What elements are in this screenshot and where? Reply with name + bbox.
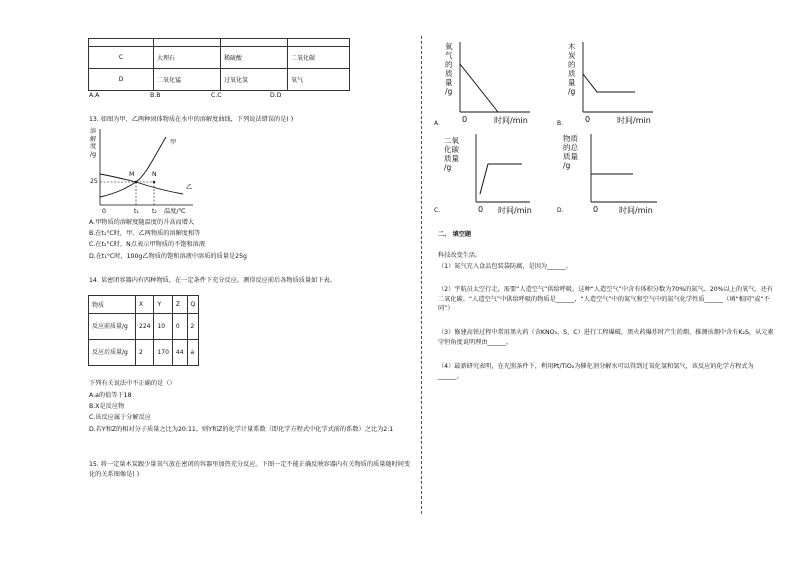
q13-stem: 13. 如图为甲、乙两种固体物质在水中的溶解度曲线，下列说法错误的是( ) [89, 116, 294, 123]
graph-a-xlabel: 时间/min [494, 116, 528, 125]
q14-option-d[interactable]: D.若Y和Z的相对分子质量之比为20:11，则Y和Z的化学计量系数（即化学方程式中化学式前的系数）之比为2:1 [89, 426, 394, 433]
graph-b-xlabel: 时间/min [617, 116, 651, 125]
point-n [153, 181, 155, 183]
q12-choice-d[interactable]: D.D [270, 92, 282, 99]
graph-b-ylabel: 木 炭 的 质 量 /g [568, 42, 576, 96]
section-title: 二、 填空题 [438, 231, 472, 238]
graph-d-xlabel: 时间/min [619, 206, 653, 215]
series-jia-label: 甲 [170, 139, 177, 146]
graph-c-xlabel: 时间/min [498, 206, 532, 215]
tick-t1: t₁ [134, 208, 139, 215]
graph-c-letter: C. [434, 207, 441, 214]
graph-b[interactable] [553, 40, 663, 130]
q14-lead: 下列有关说法中不正确的是（） [89, 380, 176, 387]
fill-question-1: （1）氮气充入食品包装袋防腐，是因为______。 [438, 263, 572, 270]
tick-t2: t₂ [152, 208, 157, 215]
label-m: M [129, 171, 135, 178]
label-n: N [152, 171, 157, 178]
origin-label: 0 [102, 208, 106, 215]
fill-question-3: （3）修建高铁过程中常用黑火药（含KNO₃、S、C）进行工程爆破，黑火药爆炸时产生的烟，推测该烟中含有K₂S，从元素守恒角度说明理由______。 [438, 329, 774, 346]
solubility-graph [88, 127, 198, 217]
q14-table: 物质 X Y Z Q 反应前质量/g 224 10 0 2 反应后质量/g 2 170 44 a [88, 295, 199, 366]
q12-table [88, 38, 350, 91]
q13-option-b[interactable]: B.在t₁°C时，甲、乙两物质的溶解度相等 [89, 230, 201, 237]
graph-d-letter: D. [557, 207, 564, 214]
q14-option-b[interactable]: B.X是反应物 [89, 403, 125, 410]
q14-stem: 14. 某密闭容器内有四种物质，在一定条件下充分反应。测得反应前后各物质质量如下表。 [89, 277, 336, 284]
graph-b-origin: 0 [585, 115, 591, 124]
graph-a-ylabel: 氧 气 的 质 量 /g [445, 42, 453, 96]
q12-choice-b[interactable]: B.B [150, 92, 161, 99]
graph-a-letter: A. [434, 120, 440, 127]
solubility-ylabel: 溶 解 度 /g [90, 128, 97, 158]
section-intro: 科技改变生活。 [438, 252, 482, 259]
series-yi-label: 乙 [186, 184, 193, 191]
q12-choice-c[interactable]: C.C [211, 92, 222, 99]
graph-a-origin: 0 [462, 115, 468, 124]
tick-25: 25 [90, 178, 98, 185]
point-m [135, 181, 137, 183]
q14-option-a[interactable]: A.a的值等于18 [89, 392, 132, 399]
graph-b-letter: B. [557, 120, 564, 127]
q13-option-a[interactable]: A.甲物质的溶解度随温度的升高而增大 [89, 219, 195, 226]
graph-d[interactable] [553, 130, 663, 215]
fill-question-2: （2）宇航员太空行走，需要“人造空气”供给呼吸。这种“人造空气”中含有体积分数为70%的氮气、20%以上的氧气、还有二氧化碳。“人造空气”中供给呼吸的物质是______，“人造空气”中的氮气和空气中的氮气化学性质______（填“相同”或“不同”） [438, 286, 774, 312]
table-row: C 大理石 稀硫酸 二氧化碳 [89, 47, 350, 69]
q13-option-d[interactable]: D.在t₁°C时，100g乙物质的饱和溶液中溶质的质量是25g [89, 253, 247, 260]
table-row: 反应后质量/g 2 170 44 a [89, 340, 199, 366]
table-row: D 二氧化锰 过氧化氢 氧气 [89, 69, 350, 91]
fill-question-4: （4）最新研究表明，在光照条件下，利用Pt/TiO₂为催化剂分解水可以得到过氧化氢和氢气，该反应的化学方程式为______。 [438, 363, 754, 380]
q15-stem: 15. 将一定量木炭跟少量氧气放在密闭的容器里加热充分反应。下图一定不能正确反映容器内有关物质的质量随时间变化的关系图像是( ) [89, 461, 411, 478]
q12-choice-a[interactable]: A.A [89, 92, 100, 99]
table-row: 反应前质量/g 224 10 0 2 [89, 314, 199, 340]
graph-c-ylabel: 二氧 化碳 质量 /g [444, 136, 459, 172]
q13-option-c[interactable]: C.在t₂°C时，N点表示甲物质的不饱和溶液 [89, 241, 206, 248]
graph-d-ylabel: 物质 的总 质量 /g [563, 134, 578, 170]
graph-d-origin: 0 [593, 205, 599, 214]
graph-c-origin: 0 [478, 205, 484, 214]
graph-a[interactable] [430, 40, 540, 130]
graph-c[interactable] [430, 130, 540, 215]
q14-option-c[interactable]: C.该反应属于分解反应 [89, 414, 151, 421]
solubility-xlabel: 温度/℃ [164, 208, 186, 215]
column-divider [421, 36, 422, 514]
